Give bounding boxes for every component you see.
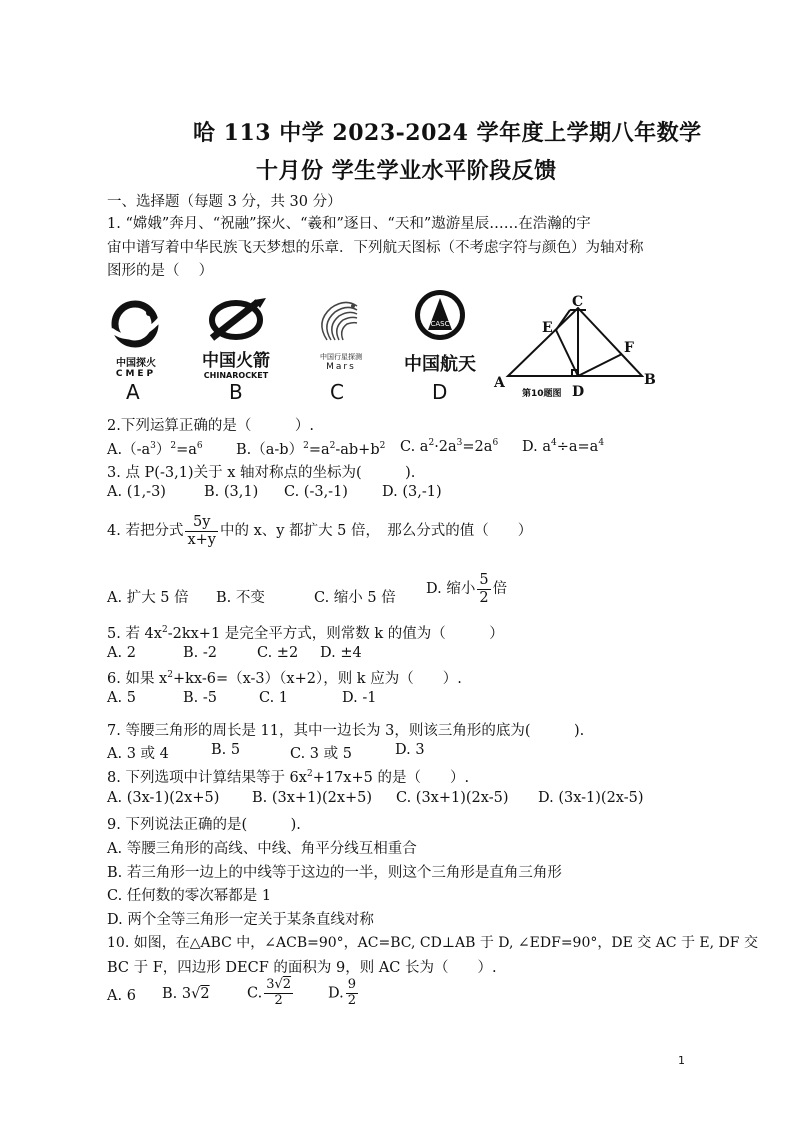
q2-a-pre: A.（-a [107,442,151,458]
q9-option-d: D. 两个全等三角形一定关于某条直线对称 [107,912,374,928]
q3-option-a: A. (1,-3) [107,484,166,500]
figure-caption: 第10题图 [522,389,562,399]
logo-a-text-cn: 中国探火 [116,358,156,369]
q10-b-radicand: 2 [200,986,210,1002]
section-header: 一、选择题（每题 3 分，共 30 分） [107,194,342,210]
q2-b-post: -ab+b [335,442,380,458]
q8-option-b: B. (3x+1)(2x+5) [252,790,373,806]
q10-d-pre: D. [328,985,344,1002]
logo-b-text-cn: 中国火箭 [202,351,270,371]
q10-option-b [162,986,210,1002]
q4-stem [107,514,532,548]
q2-d-mid: ÷a=a [556,438,599,455]
point-c-label: C [572,294,584,310]
q4-d-post: 倍 [492,581,508,598]
q2-option-d [522,438,604,455]
page-number: 1 [678,1054,685,1067]
logo-b-label: B [229,380,243,404]
q10-c-fraction [264,978,293,1009]
q4-option-b: B. 不变 [216,590,265,606]
q10-d-fraction [346,978,358,1009]
q2-c-sup3: 6 [492,438,499,448]
logo-d-casc [398,288,482,374]
q4-stem-pre: 4. 若把分式 [107,523,184,540]
page-title: 哈 113 中学 2023-2024 学年度上学期八年数学 [193,120,702,146]
logo-b-text-en: CHINAROCKET [203,371,269,380]
q2-a-mid: ） [155,442,171,458]
q2-b-sup2: 2 [329,441,336,452]
logo-c-label: C [330,380,344,404]
cmep-emblem-icon [103,300,169,350]
q2-c-pre: C. a [400,438,429,455]
page-subtitle: 十月份 学生学业水平阶段反馈 [256,158,557,184]
q2-d-sup2: 4 [598,438,605,448]
q2-c-sup1: 2 [428,438,435,448]
q2-c-post: =2a [462,438,493,455]
q5-stem-post: -2kx+1 是完全平方式，则常数 k 的值为（ ） [167,626,504,642]
q2-option-b [236,438,385,459]
q7-stem: 7. 等腰三角形的周长是 11，其中一边长为 3，则该三角形的底为( ). [107,723,585,739]
q2-c-mid: ·2a [434,438,457,455]
q8-stem-pre: 8. 下列选项中计算结果等于 6x [107,770,307,786]
q5-option-a: A. 2 [107,645,136,661]
q5-option-d: D. ±4 [320,645,362,661]
logo-a-cmep [103,300,169,379]
q6-option-c: C. 1 [259,690,289,706]
q10-option-a: A. 6 [107,988,136,1004]
q4-stem-post: 中的 x、y 都扩大 5 倍， 那么分式的值（ ） [219,523,533,540]
logo-c-mars [305,296,377,374]
q4-fraction [185,514,218,548]
logo-c-text-cn: 中国行星探测 [320,353,362,361]
q9-stem: 9. 下列说法正确的是( ). [107,817,301,833]
q8-option-d: D. (3x-1)(2x-5) [538,790,644,806]
q7-option-c: C. 3 或 5 [290,746,352,762]
q9-option-b: B. 若三角形一边上的中线等于这边的一半，则这个三角形是直角三角形 [107,865,562,881]
q4-d-den: 2 [479,589,489,606]
q6-option-a: A. 5 [107,690,136,706]
point-f-label: F [624,340,634,356]
q4-d-fraction [477,572,490,606]
q6-stem [107,667,462,688]
casc-emblem-icon [398,288,482,342]
logo-a-label: A [126,380,140,404]
q10-c-coef: 3 [266,977,275,992]
logo-a-text-en: CMEP [115,369,157,379]
q10-option-d [328,978,360,1009]
q2-b-sup1: 2 [303,441,309,452]
q10-b-pre: B. 3 [162,986,192,1002]
q8-stem-sup: 2 [306,769,313,780]
logo-d-text-cn: 中国航天 [404,354,476,375]
q3-option-d: D. (3,-1) [382,484,442,500]
q10-c-den: 2 [274,992,283,1008]
q10-d-den: 2 [347,992,356,1008]
q10-c-num: 3√2 [266,977,292,992]
q4-fraction-den: x+y [187,531,216,548]
q2-option-c [400,438,498,455]
q9-option-c: C. 任何数的零次幂都是 1 [107,888,272,904]
mars-emblem-icon [305,296,377,348]
q8-stem-post: +17x+5 的是（ ）. [312,770,470,786]
q5-stem [107,622,504,643]
q2-a-sup2: 2 [170,441,177,452]
q2-b-mid: =a [308,442,330,458]
point-d-label: D [572,384,585,400]
q4-d-num: 5 [479,572,489,588]
q10-c-radicand: 2 [282,977,292,992]
q2-a-post: =a [176,442,197,458]
q1-line2: 宙中谱写着中华民族飞天梦想的乐章．下列航天图标（不考虑字符与颜色）为轴对称 [107,240,644,256]
q5-stem-sup: 2 [161,625,168,636]
q4-option-a: A. 扩大 5 倍 [107,590,189,606]
q10-b-sqrt: √2 [191,986,210,1002]
q10-d-num: 9 [347,977,356,992]
q4-fraction-num: 5y [185,514,218,532]
q2-c-sup2: 3 [456,438,463,448]
q7-option-d: D. 3 [395,742,425,758]
q6-stem-post: +kx-6=（x-3）（x+2），则 k 应为（ ）. [172,671,462,687]
point-a-label: A [494,375,505,391]
q8-option-c: C. (3x+1)(2x-5) [396,790,509,806]
q2-option-a [107,438,203,459]
q2-a-sup3: 6 [196,441,203,452]
triangle-figure-svg [490,292,666,404]
q7-option-a: A. 3 或 4 [107,746,169,762]
q3-stem: 3. 点 P(-3,1)关于 x 轴对称点的坐标为( ). [107,465,416,481]
chinarocket-emblem-icon [194,296,278,342]
triangle-abc [508,308,642,376]
q1-line1: 1. “嫦娥”奔月、“祝融”探火、“羲和”逐日、“天和”遨游星辰……在浩瀚的宇 [107,216,591,232]
logo-b-chinarocket [194,296,278,380]
q3-option-b: B. (3,1) [204,484,259,500]
q6-stem-pre: 6. 如果 x [107,671,168,687]
segment-df [578,354,622,376]
q10-line2: BC 于 F，四边形 DECF 的面积为 9，则 AC 长为（ ）. [107,960,497,976]
q6-option-d: D. -1 [342,690,377,706]
q4-option-d [426,572,507,606]
logo-d-label: D [432,380,448,404]
q2-a-sup1: 3 [150,441,156,452]
q2-stem: 2.下列运算正确的是（ ）. [107,418,314,434]
triangle-figure [490,292,666,404]
logo-c-text-en: Mars [326,362,356,372]
q6-stem-sup: 2 [167,670,173,681]
q3-option-c: C. (-3,-1) [284,484,348,500]
q10-c-pre: C. [247,985,263,1002]
q2-b-sup3: 2 [379,441,386,452]
q4-d-pre: D. 缩小 [426,581,476,598]
q5-option-b: B. -2 [183,645,217,661]
q7-option-b: B. 5 [211,742,241,758]
q10-line1: 10. 如图，在△ABC 中，∠ACB=90°，AC=BC, CD⊥AB 于 D, ∠EDF=90°，DE 交 AC 于 E, DF 交 [107,935,758,951]
q2-d-sup1: 4 [550,438,557,448]
q8-option-a: A. (3x-1)(2x+5) [107,790,220,806]
q5-stem-pre: 5. 若 4x [107,626,162,642]
q9-option-a: A. 等腰三角形的高线、中线、角平分线互相重合 [107,841,417,857]
q5-option-c: C. ±2 [257,645,299,661]
q1-line3: 图形的是（ ） [107,263,214,279]
q4-option-c: C. 缩小 5 倍 [314,590,396,606]
q10-option-c [247,978,295,1009]
casc-emblem-text: CASC [430,320,450,328]
q6-option-b: B. -5 [183,690,217,706]
point-e-label: E [542,320,553,336]
q8-stem [107,766,469,787]
q2-d-pre: D. a [522,438,551,455]
point-b-label: B [644,372,656,388]
q2-b-pre: B.（a-b） [236,442,304,458]
